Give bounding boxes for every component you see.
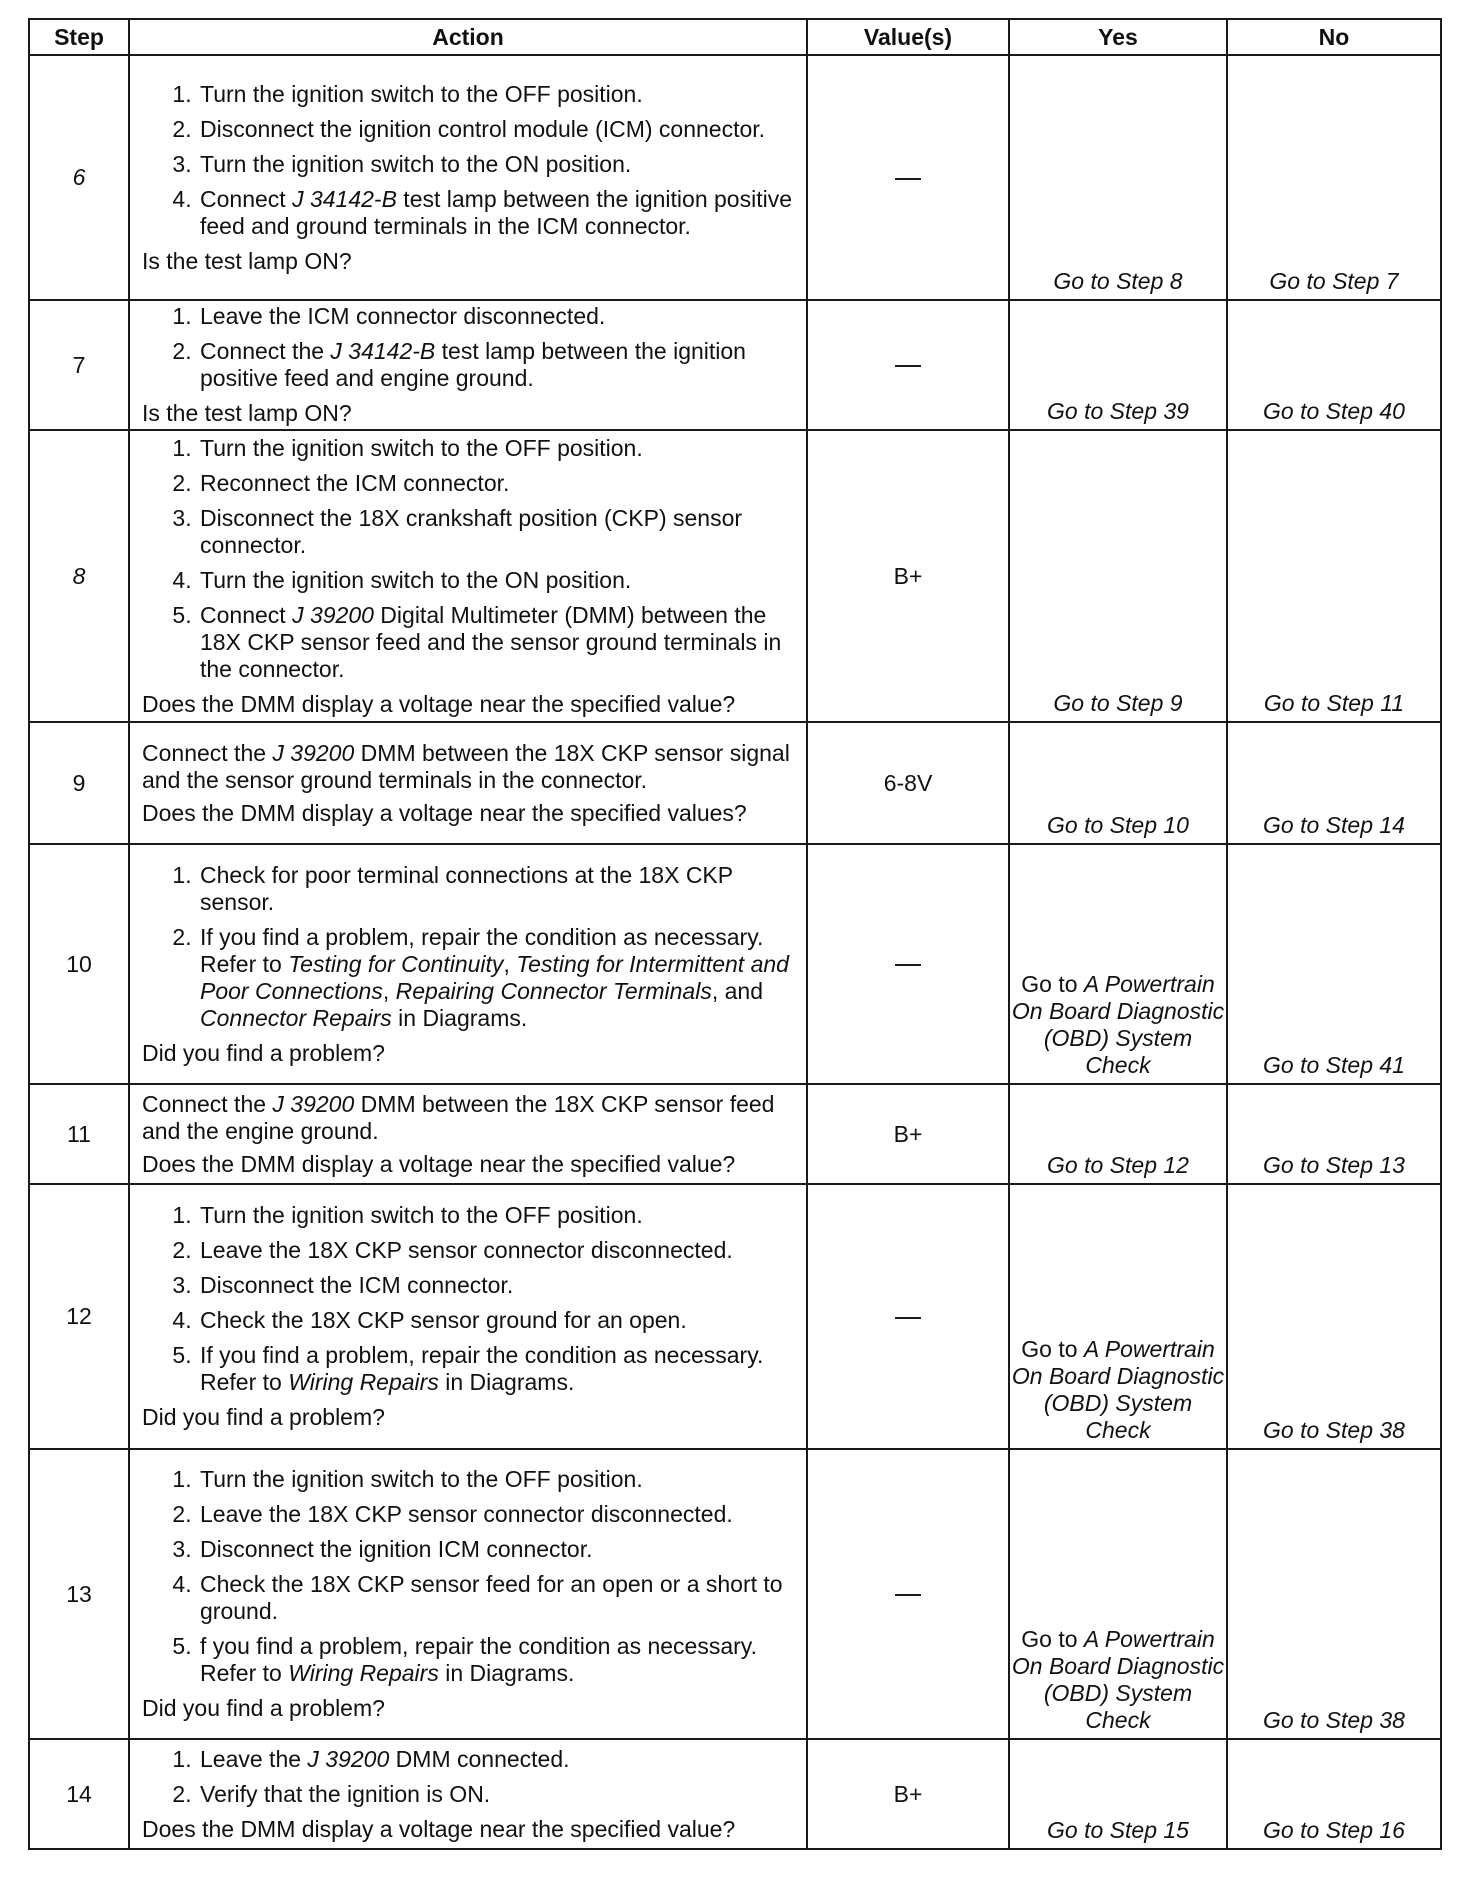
header-values: Value(s) [807,19,1009,55]
action-question: Is the test lamp ON? [142,247,352,274]
diagnostic-table-sheet [28,18,1440,1850]
no-value-dash [895,365,921,367]
no-value-dash [895,964,921,966]
table-row-step-8 [29,430,1441,722]
action-item: 3. Turn the ignition switch to the ON position. [198,151,796,178]
value-cell [807,1184,1009,1449]
action-cell [129,844,807,1084]
action-item: 4. Check the 18X CKP sensor ground for an open. [198,1307,796,1334]
action-question: Did you find a problem? [142,1695,385,1721]
header-step: Step [29,19,129,55]
diagnostic-table [28,18,1442,1850]
action-instruction: Connect the J 39200 DMM between the 18X CKP sensor signal and the sensor ground terminals in the connector. [142,739,790,793]
step-number: 13 [29,1449,129,1739]
value-cell: 6-8V [807,722,1009,844]
action-item: 4. Check the 18X CKP sensor feed for an open or a short to ground. [198,1571,796,1625]
action-item: 5. f you find a problem, repair the condition as necessary. Refer to Wiring Repairs in Diagrams. [198,1633,796,1687]
action-question: Does the DMM display a voltage near the specified value? [142,1150,736,1177]
no-cell: Go to Step 38 [1227,1184,1441,1449]
value-cell: B+ [807,430,1009,722]
value-cell: B+ [807,1084,1009,1184]
action-steps [142,1466,796,1687]
action-item: 4. Turn the ignition switch to the ON position. [198,567,796,594]
action-item: 2. Leave the 18X CKP sensor connector disconnected. [198,1237,796,1264]
action-item: 4. Connect J 34142-B test lamp between the ignition positive feed and ground terminals in the ICM connector. [198,186,796,240]
action-cell [129,1449,807,1739]
table-row-step-9 [29,722,1441,844]
no-cell: Go to Step 13 [1227,1084,1441,1184]
action-item: 2. If you find a problem, repair the condition as necessary. Refer to Testing for Continuity, Testing for Intermittent and Poor Connections, Repairing Connector Terminals, and Connector Repairs in Diagrams. [198,924,796,1032]
action-item: 1. Turn the ignition switch to the OFF position. [198,81,796,108]
obd-reference: Go to A Powertrain On Board Diagnostic (OBD) System Check [1011,971,1225,1078]
action-item: 2. Leave the 18X CKP sensor connector disconnected. [198,1501,796,1528]
no-cell: Go to Step 7 [1227,55,1441,300]
action-question: Is the test lamp ON? [142,400,352,426]
action-item: 2. Disconnect the ignition control module (ICM) connector. [198,116,796,143]
yes-cell: Go to Step 39 [1009,300,1227,430]
step-number: 11 [29,1084,129,1184]
table-row-step-10 [29,844,1441,1084]
action-steps [142,435,796,683]
step-number: 7 [29,300,129,430]
obd-reference: Go to A Powertrain On Board Diagnostic (OBD) System Check [1011,1626,1225,1733]
action-item: 2. Connect the J 34142-B test lamp between the ignition positive feed and engine ground. [198,338,796,392]
yes-cell [1009,844,1227,1084]
yes-cell: Go to Step 8 [1009,55,1227,300]
header-action: Action [129,19,807,55]
header-yes: Yes [1009,19,1227,55]
obd-reference: Go to A Powertrain On Board Diagnostic (OBD) System Check [1011,1336,1225,1443]
header-row [29,19,1441,55]
step-number: 8 [29,430,129,722]
action-cell [129,430,807,722]
action-cell [129,1084,807,1184]
no-cell: Go to Step 41 [1227,844,1441,1084]
value-cell: B+ [807,1739,1009,1849]
action-item: 1. Leave the ICM connector disconnected. [198,303,796,330]
step-number: 6 [29,55,129,300]
action-item: 1. Turn the ignition switch to the OFF position. [198,435,796,462]
no-cell: Go to Step 14 [1227,722,1441,844]
no-cell: Go to Step 38 [1227,1449,1441,1739]
action-item: 1. Turn the ignition switch to the OFF position. [198,1466,796,1493]
action-item: 3. Disconnect the 18X crankshaft position (CKP) sensor connector. [198,505,796,559]
table-row-step-11 [29,1084,1441,1184]
step-number: 14 [29,1739,129,1849]
action-item: 1. Turn the ignition switch to the OFF position. [198,1202,796,1229]
no-cell: Go to Step 16 [1227,1739,1441,1849]
action-item: 1. Check for poor terminal connections at the 18X CKP sensor. [198,862,796,916]
action-question: Does the DMM display a voltage near the specified value? [142,1815,736,1842]
yes-cell: Go to Step 9 [1009,430,1227,722]
action-steps [142,1746,796,1808]
action-item: 1. Leave the J 39200 DMM connected. [198,1746,796,1773]
action-item: 2. Reconnect the ICM connector. [198,470,796,497]
table-row-step-7 [29,300,1441,430]
no-cell: Go to Step 11 [1227,430,1441,722]
no-value-dash [895,1317,921,1319]
no-value-dash [895,178,921,180]
action-item: 5. Connect J 39200 Digital Multimeter (DMM) between the 18X CKP sensor feed and the sensor ground terminals in the connector. [198,602,796,683]
yes-cell: Go to Step 15 [1009,1739,1227,1849]
action-cell [129,1739,807,1849]
table-row-step-6 [29,55,1441,300]
action-steps [142,1202,796,1396]
action-steps [142,862,796,1032]
value-cell [807,844,1009,1084]
table-row-step-12 [29,1184,1441,1449]
table-row-step-14 [29,1739,1441,1849]
action-cell [129,1184,807,1449]
action-steps [142,303,796,392]
yes-cell [1009,1184,1227,1449]
action-item: 3. Disconnect the ICM connector. [198,1272,796,1299]
value-cell [807,55,1009,300]
action-question: Does the DMM display a voltage near the specified values? [142,799,747,826]
table-row-step-13 [29,1449,1441,1739]
action-item: 5. If you find a problem, repair the condition as necessary. Refer to Wiring Repairs in Diagrams. [198,1342,796,1396]
no-value-dash [895,1594,921,1596]
action-cell [129,722,807,844]
action-cell [129,300,807,430]
action-question: Did you find a problem? [142,1404,385,1430]
yes-cell: Go to Step 12 [1009,1084,1227,1184]
step-number: 9 [29,722,129,844]
value-cell [807,300,1009,430]
action-item: 3. Disconnect the ignition ICM connector. [198,1536,796,1563]
step-number: 12 [29,1184,129,1449]
action-steps [142,81,796,240]
action-question: Did you find a problem? [142,1039,385,1066]
value-cell [807,1449,1009,1739]
action-item: 2. Verify that the ignition is ON. [198,1781,796,1808]
yes-cell [1009,1449,1227,1739]
action-cell [129,55,807,300]
step-number: 10 [29,844,129,1084]
header-no: No [1227,19,1441,55]
yes-cell: Go to Step 10 [1009,722,1227,844]
action-question: Does the DMM display a voltage near the specified value? [142,690,736,717]
action-instruction: Connect the J 39200 DMM between the 18X CKP sensor feed and the engine ground. [142,1090,775,1144]
no-cell: Go to Step 40 [1227,300,1441,430]
